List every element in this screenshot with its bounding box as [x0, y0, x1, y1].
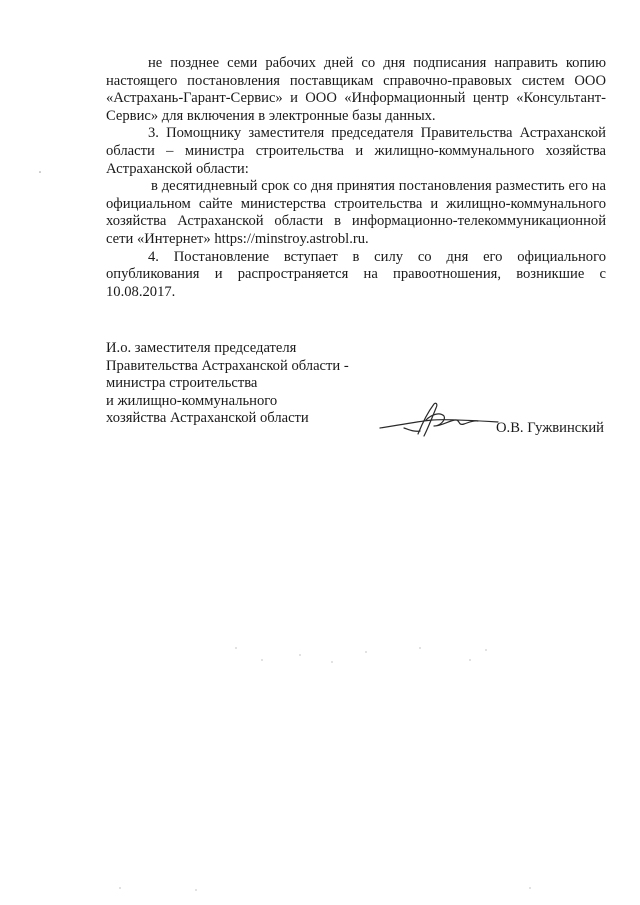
- signatory-title-line: И.о. заместителя председателя: [106, 340, 297, 356]
- paragraph-item-3: 3. Помощнику заместителя председателя Правительства Астраханской области – министра строительства и жилищно-коммунального хозяйства Астраханской области:: [106, 125, 606, 177]
- paragraph-copy-to-legal-systems: не позднее семи рабочих дней со дня подписания направить копию настоящего постановления поставщикам справочно-правовых систем ООО «Астрахань-Гарант-Сервис» и ООО «Информационный центр «Консультант-Сервис» для включения в электронные базы данных.: [106, 55, 606, 124]
- paragraph-item-4: 4. Постановление вступает в силу со дня его официального опубликования и распространяется на правоотношения, возникшие с 10.08.2017.: [106, 248, 606, 300]
- signer-name: О.В. Гужвинский: [496, 420, 604, 436]
- paragraph-publish-on-website: в десятидневный срок со дня принятия постановления разместить его на официальном сайте министерства строительства и жилищно-коммунального хозяйства Астраханской области в информационно-телекоммуникационной сети «Интернет» https://minstroy.astrobl.ru.: [106, 178, 606, 247]
- signatory-title-line: Правительства Астраханской области -: [106, 357, 349, 374]
- signatory-title-line: хозяйства Астраханской области: [106, 410, 309, 427]
- signatory-title-line: и жилищно-коммунального: [106, 392, 278, 409]
- signatory-title-line: министра строительства: [106, 375, 258, 392]
